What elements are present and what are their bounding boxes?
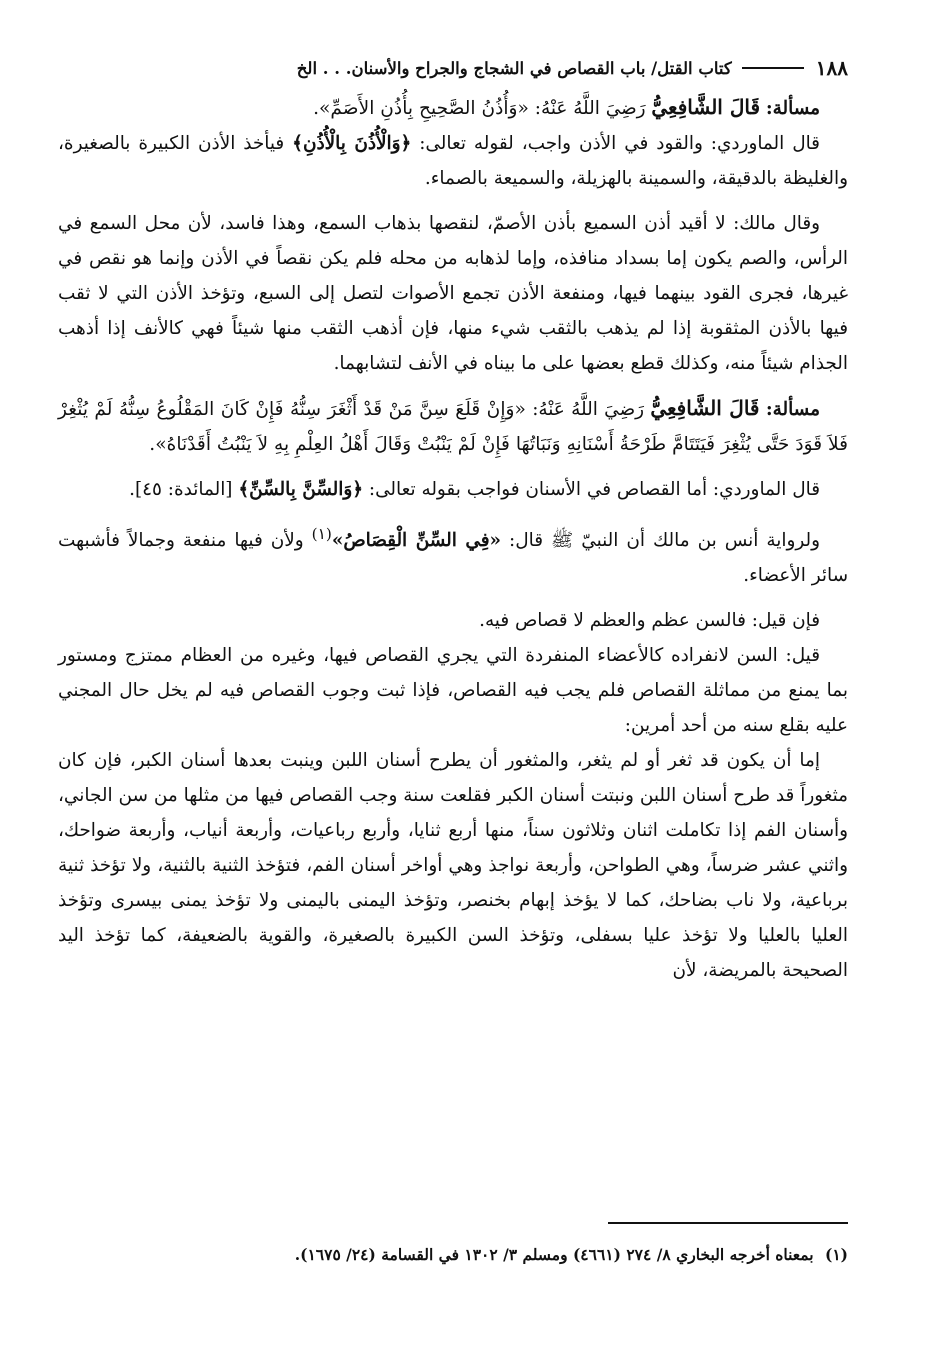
honorific: رَضِيَ اللَّهُ عَنْهُ:	[534, 98, 646, 119]
paragraph-mawardi-teeth	[58, 472, 848, 507]
paragraph-text: فيأخذ الأذن الكبيرة بالصغيرة، والغليظة بالدقيقة، والسمينة بالهزيلة، والسميعة بالصماء.	[58, 133, 848, 189]
masala-2	[58, 391, 848, 462]
shafii-quote: «وَأُذُنُ الصَّحِيحِ بِأُذُنِ الأَصَمِّ».	[313, 98, 529, 119]
paragraph-text: قال الماوردي: والقود في الأذن واجب، لقوله تعالى:	[419, 133, 820, 154]
paragraph-text: ولأن فيها منفعة وجمالاً فأشبهت سائر الأعضاء.	[58, 530, 848, 587]
footnote	[58, 1240, 848, 1270]
footnote-number: (١)	[824, 1245, 848, 1264]
paragraph-mawardi-ear	[58, 126, 848, 196]
shafii-attribution: قَالَ الشَّافِعِيُّ	[650, 396, 760, 420]
paragraph-teeth-rules: إما أن يكون قد ثغر أو لم يثغر، والمثغور أن يطرح أسنان اللبن وينبت بعدها أسنان الكبر، فإن كان مثغوراً قد طرح أسنان اللبن ونبتت أسنان الكبر فقلعت سنة وجب القصاص فيها من مثلها من سن الجاني، وأسنان الفم إذا تكاملت اثنان وثلاثون سناً، منها أربع ثنايا، وأربع رباعيات، وأربعة أنياب، وأربعة ضواحك، واثني عشر ضرساً، وهي الطواحن، وأربعة نواجذ وهي أواخر أسنان الفم، فتؤخذ الثنية بالثنية، ولا تؤخذ ثنية برباعية، ولا ناب بضاحك، كما لا يؤخذ إبهام بخنصر، وتؤخذ اليمنى باليمنى ولا تؤخذ يمنى بيسرى وتؤخذ العليا بالعليا ولا تؤخذ عليا بسفلى، وتؤخذ السن الكبيرة بالصغيرة، والقوية بالضعيفة، كما تؤخذ اليد الصحيحة بالمريضة، لأن	[58, 750, 848, 982]
running-header	[58, 48, 848, 88]
paragraph-reply: قيل: السن لانفراده كالأعضاء المنفردة التي يجري القصاص فيها، وغيره من العظام ممتزج ومستور بما يمنع من مماثلة القصاص فلم يجب فيه القصاص، فإذا ثبت وجوب القصاص فيه لم يخل حال المجني عليه بقلع سنه من أحد أمرين:	[58, 645, 848, 737]
page-body	[58, 90, 848, 988]
paragraph-objection: فإن قيل: فالسن عظم والعظم لا قصاص فيه.	[479, 610, 820, 632]
masala-label: مسألة:	[765, 399, 820, 420]
paragraph-text: ولرواية أنس بن مالك أن النبيّ ﷺ قال:	[509, 530, 820, 552]
running-title: كتاب القتل/ باب القصاص في الشجاج والجراح والأسنان. . . الخ	[296, 58, 732, 78]
quran-verse: ﴿وَالْأُذُنَ بِالْأُذُنِ﴾	[292, 133, 412, 154]
footnote-divider	[608, 1222, 848, 1224]
shafii-attribution: قَالَ الشَّافِعِيُّ	[651, 95, 761, 119]
verse-citation: [المائدة: ٤٥].	[129, 479, 233, 500]
masala-label: مسألة:	[765, 98, 820, 119]
paragraph-malik: وقال مالك: لا أقيد أذن السميع بأذن الأصمّ، لنقصها بذهاب السمع، وهذا فاسد، لأن محل السمع في الرأس، والصم يكون إما بسداد منافذه، وإما لذهابه من محله فلم يكن نقصاً في الأذن وإنما هو نقص في غيرها، فجرى القود بينهما فيها، ومنفعة الأذن تجمع الأصوات لتصل إلى السبع، وتؤخذ الأذن التي لا ثقب فيها بالأذن المثقوبة إذا لم يذهب بالثقب شيء منها، فإن أذهب الثقب منها شيئاً فهي كالأنف إذا أذهب الجذام شيئاً منه، وكذلك قطع بعضها على ما بيناه في الأنف لتشابهما.	[58, 213, 848, 374]
book-page	[58, 48, 848, 1338]
footnote-reference[interactable]: (١)	[311, 525, 332, 543]
hadith-text: «فِي السِّنِّ الْقِصَاصُ»	[331, 530, 502, 552]
masala-1	[58, 90, 848, 126]
shafii-quote: «وَإِنْ قَلَعَ سِنَّ مَنْ قَدْ أَثْغَرَ سِنُّهُ فَإِنْ كَانَ المَقْلُوعُ سِنُّهُ لَمْ يُثْغِرْ فَلاَ قَوَدَ حَتَّى يُثْغِرَ فَيَتَتَامَّ طَرْحَةُ أَسْنَانِهِ وَنَبَاتُهَا فَإِنْ لَمْ يَنْبُتْ وَقَالَ أَهْلُ العِلْمِ بِهِ لاَ يَنْبُتُ أَقَدْنَاهُ».	[58, 399, 848, 455]
paragraph-text: قال الماوردي: أما القصاص في الأسنان فواجب بقوله تعالى:	[368, 479, 820, 500]
footnote-text: بمعناه أخرجه البخاري ٨/ ٢٧٤ (٤٦٦١) ومسلم ٣/ ١٣٠٢ في القسامة (٢٤/ ١٦٧٥).	[294, 1245, 814, 1264]
honorific: رَضِيَ اللَّهُ عَنْهُ:	[532, 399, 644, 420]
header-rule	[742, 67, 804, 69]
paragraph-anas	[58, 517, 848, 593]
page-number: ١٨٨	[815, 56, 848, 80]
quran-verse: ﴿وَالسِّنَّ بِالسِّنِّ﴾	[238, 479, 364, 500]
